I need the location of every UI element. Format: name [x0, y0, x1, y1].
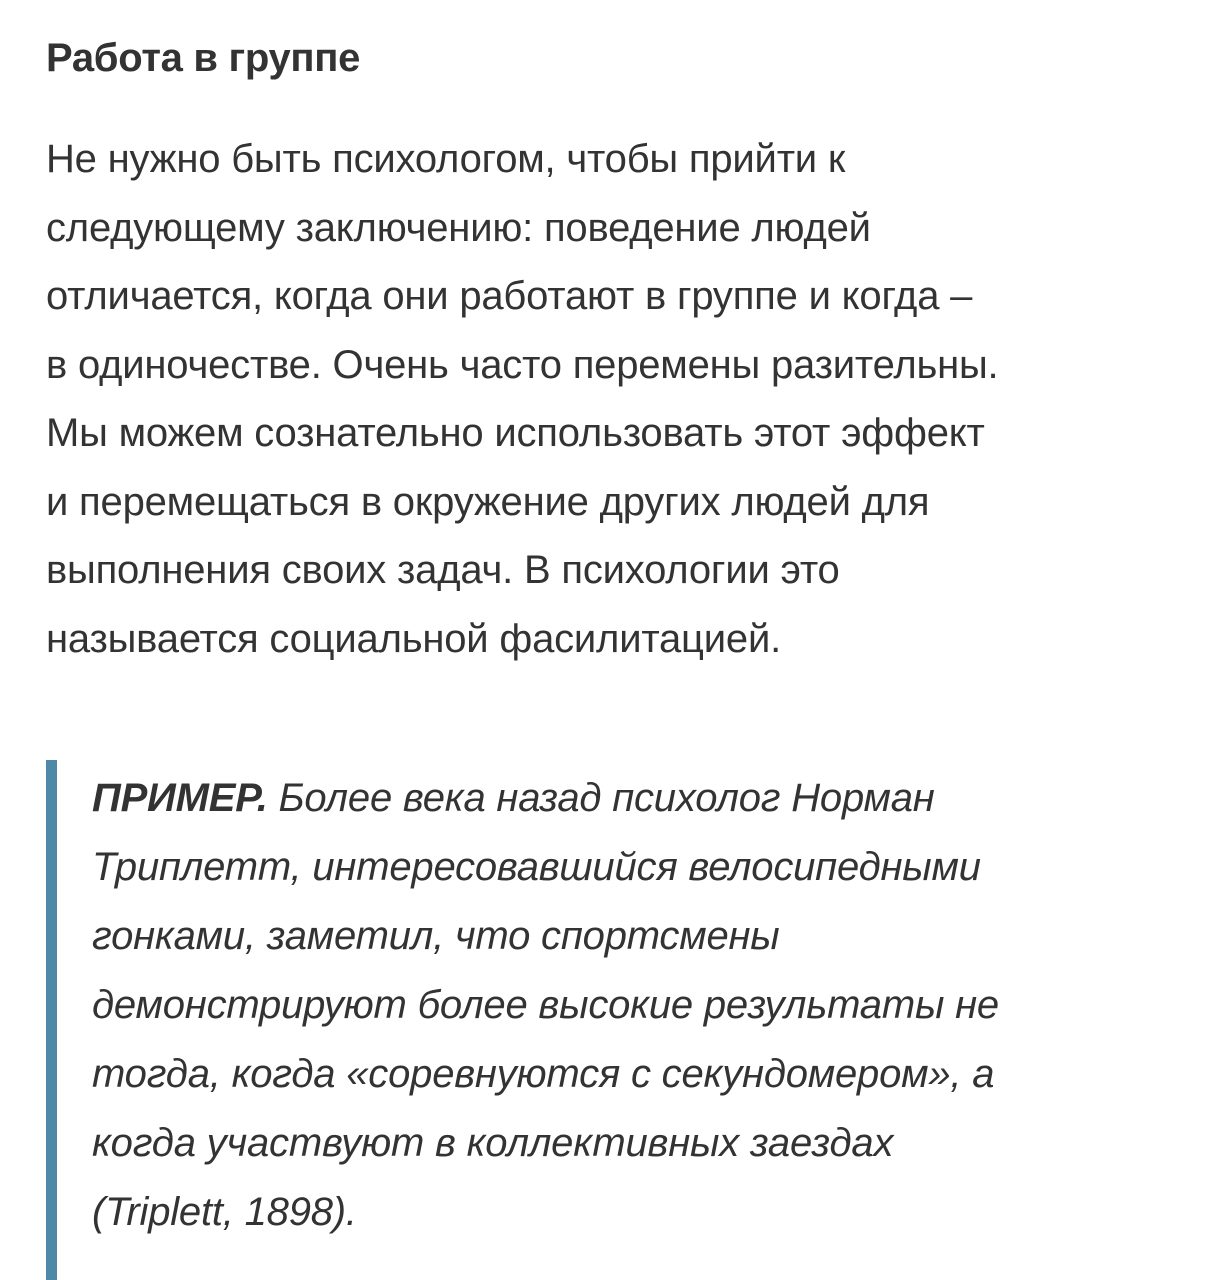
paragraph-line: следующему заключению: поведение людей: [46, 205, 871, 250]
example-line: Триплетт, интересовавшийся велосипедными: [92, 845, 981, 889]
example-first-line: [92, 764, 1182, 833]
paragraph-line: называется социальной фасилитацией.: [46, 616, 782, 661]
paragraph-line: Мы можем сознательно использовать этот эффект: [46, 411, 985, 455]
paragraph-line: отличается, когда они работают в группе и когда –: [46, 274, 973, 318]
example-label: ПРИМЕР.: [92, 776, 268, 820]
example-line: тогда, когда «соревнуются с секундомером», а: [92, 1052, 995, 1096]
body-paragraph: [46, 125, 1196, 673]
blockquote-accent-bar: [46, 760, 57, 1280]
example-blockquote: [46, 760, 1196, 1280]
section-heading: Работа в группе: [46, 36, 361, 80]
example-text: [92, 764, 1182, 1247]
paragraph-line: в одиночестве. Очень часто перемены разительны.: [46, 342, 999, 387]
example-line: гонками, заметил, что спортсмены: [92, 914, 780, 958]
example-first-line-text: Более века назад психолог Норман: [267, 776, 935, 820]
paragraph-line: и перемещаться в окружение других людей для: [46, 479, 930, 524]
paragraph-line: выполнения своих задач. В психологии это: [46, 548, 840, 592]
example-line: демонстрируют более высокие результаты не: [92, 983, 999, 1027]
example-line: (Triplett, 1898).: [92, 1190, 357, 1234]
paragraph-line: Не нужно быть психологом, чтобы прийти к: [46, 137, 846, 181]
example-line: когда участвуют в коллективных заездах: [92, 1121, 894, 1165]
